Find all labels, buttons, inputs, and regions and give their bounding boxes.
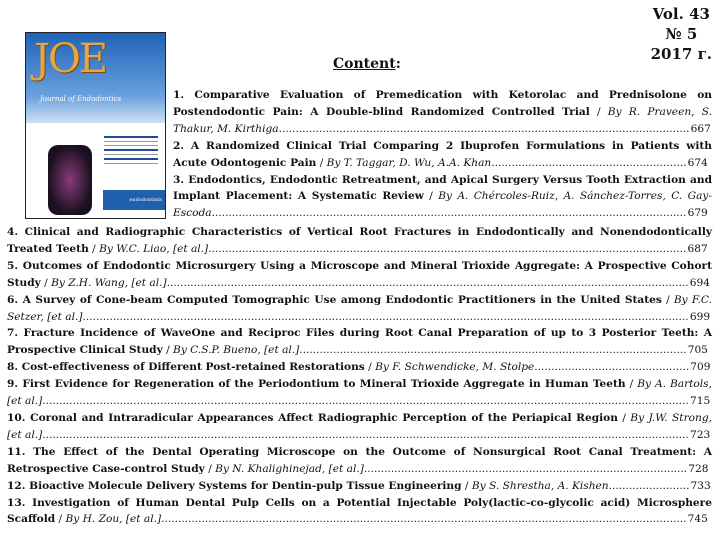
page-number: 699 bbox=[689, 310, 711, 323]
volume-number: Vol. 43 bbox=[652, 5, 710, 23]
article-authors: By Z.H. Wang, [et al.] bbox=[51, 276, 167, 289]
article-title: 12. Bioactive Molecule Delivery Systems for Dentin-pulp Tissue Engineering bbox=[7, 479, 462, 492]
issue-year: 2017 г. bbox=[650, 45, 712, 63]
article-authors: By C.S.P. Bueno, [et al.] bbox=[173, 344, 300, 357]
article-authors: By N. Khalighinejad, [et al.] bbox=[215, 462, 364, 475]
page-number: 694 bbox=[689, 276, 711, 289]
toc-entry[interactable]: 8. Cost-effectiveness of Different Post-retained Restorations / By F. Schwendicke, M. Stolpe..............................................709 bbox=[7, 359, 712, 376]
toc-entry[interactable]: 7. Fracture Incidence of WaveOne and Reciproc Files during Root Canal Preparation of up to 3 Posterior Teeth: A Prospective Clinical Study / By C.S.P. Bueno, [et al.]...................................................................................................................705 bbox=[7, 325, 712, 359]
dot-leader: .............................................. bbox=[534, 361, 690, 374]
toc-entry[interactable]: 6. A Survey of Cone-beam Computed Tomographic Use among Endodontic Practitioners in the United States / By F.C. Setzer, [et al.]....................................................................................................................................................................................699 bbox=[7, 292, 712, 326]
article-authors: By F. Schwendicke, M. Stolpe bbox=[375, 361, 535, 374]
dot-leader: .................................................................................................................................................................................... bbox=[82, 310, 689, 323]
toc-entry[interactable]: 1. Comparative Evaluation of Premedication with Ketorolac and Prednisolone on Postendodontic Pain: A Double-blind Randomized Controlled Trial / By R. Praveen, S. Thakur, M. Kirthiga..........................................................................................................................667 bbox=[173, 87, 712, 138]
dot-leader: ................................................................................................ bbox=[363, 462, 688, 475]
toc-entry[interactable]: 4. Clinical and Radiographic Characteristics of Vertical Root Fractures in Endodontically and Nonendodontically Treated Teeth / By W.C. Liao, [et al.]..............................................................................................................................................687 bbox=[7, 224, 712, 258]
page-number: 745 bbox=[687, 513, 708, 526]
article-authors: By H. Zou, [et al.] bbox=[65, 513, 162, 526]
dot-leader: ................................................................................................................... bbox=[299, 344, 687, 357]
dot-leader: ............................................................................................................................................................ bbox=[161, 513, 687, 526]
article-title: 13. Investigation of Human Dental Pulp Cells on a Potential Injectable Poly(lactic-co-glycolic acid) Microsphere Scaffold bbox=[7, 496, 712, 526]
article-title: 3. Endodontics, Endodontic Retreatment, and Apical Surgery Versus Tooth Extraction and Implant Placement: A Systematic Review bbox=[173, 173, 712, 203]
article-authors: By S. Shrestha, A. Kishen bbox=[471, 479, 609, 492]
article-title: 7. Fracture Incidence of WaveOne and Reciproc Files during Root Canal Preparation of up to 3 Posterior Teeth: A Prospective Clinical Study bbox=[7, 327, 712, 357]
article-authors: By A. Bartols, [et al.] bbox=[7, 378, 712, 408]
cover-subtitle: Journal of Endodontics bbox=[40, 95, 122, 103]
article-title: 8. Cost-effectiveness of Different Post-retained Restorations bbox=[7, 361, 365, 374]
dot-leader: .......................................................... bbox=[491, 156, 687, 169]
page-number: 733 bbox=[690, 479, 711, 492]
article-title: 1. Comparative Evaluation of Premedication with Ketorolac and Prednisolone on Postendodontic Pain: A Double-blind Randomized Controlled Trial bbox=[173, 89, 712, 118]
article-authors: By T. Taggar, D. Wu, A.A. Khan bbox=[326, 156, 492, 169]
cover-photo bbox=[48, 145, 92, 215]
article-title: 5. Outcomes of Endodontic Microsurgery Using a Microscope and Mineral Trioxide Aggregate: A Prospective Cohort Study bbox=[7, 259, 712, 289]
issue-info bbox=[651, 4, 712, 64]
toc-entry[interactable]: 2. A Randomized Clinical Trial Comparing 2 Ibuprofen Formulations in Patients with Acute Odontogenic Pain / By T. Taggar, D. Wu, A.A. Khan..........................................................674 bbox=[173, 138, 712, 172]
toc-entry[interactable]: 5. Outcomes of Endodontic Microsurgery Using a Microscope and Mineral Trioxide Aggregate: A Prospective Cohort Study / By Z.H. Wang, [et al.]...........................................................................................................................................................694 bbox=[7, 258, 712, 292]
article-authors: By J.W. Strong, [et al.] bbox=[7, 411, 712, 441]
toc-entry[interactable]: 10. Coronal and Intraradicular Appearances Affect Radiographic Perception of the Periapical Region / By J.W. Strong, [et al.]................................................................................................................................................................................................723 bbox=[7, 410, 712, 444]
toc-entry[interactable]: 3. Endodontics, Endodontic Retreatment, and Apical Surgery Versus Tooth Extraction and Implant Placement: A Systematic Review / By A. Chércoles-Ruiz, A. Sánchez-Torres, C. Gay-Escoda.............................................................................................................................................679 bbox=[173, 172, 712, 223]
dot-leader: ........................................................................................................................................................... bbox=[166, 276, 689, 289]
toc-list-top bbox=[173, 87, 712, 222]
cover-logo: JOE bbox=[34, 36, 107, 82]
toc-entry[interactable]: 13. Investigation of Human Dental Pulp Cells on a Potential Injectable Poly(lactic-co-glycolic acid) Microsphere Scaffold / By H. Zou, [et al.]............................................................................................................................................................745 bbox=[7, 495, 712, 529]
article-title: 11. The Effect of the Dental Operating Microscope on the Outcome of Nonsurgical Root Canal Treatment: A Retrospective Case-control Study bbox=[7, 445, 712, 475]
article-authors: By R. Praveen, S. Thakur, M. Kirthiga bbox=[173, 105, 712, 135]
page-number: 667 bbox=[690, 122, 711, 135]
article-authors: By F.C. Setzer, [et al.] bbox=[7, 293, 712, 323]
toc-list-bottom bbox=[7, 224, 712, 528]
dot-leader: ........................ bbox=[608, 479, 690, 492]
article-title: 10. Coronal and Intraradicular Appearances Affect Radiographic Perception of the Periapical Region bbox=[7, 411, 618, 424]
article-title: 4. Clinical and Radiographic Characteristics of Vertical Root Fractures in Endodontically and Nonendodontically Treated Teeth bbox=[7, 226, 712, 255]
page-number: 674 bbox=[687, 156, 708, 169]
toc-entry[interactable]: 11. The Effect of the Dental Operating Microscope on the Outcome of Nonsurgical Root Canal Treatment: A Retrospective Case-control Study / By N. Khalighinejad, [et al.]................................................................................................728 bbox=[7, 444, 712, 478]
page-number: 728 bbox=[688, 462, 709, 475]
page-number: 679 bbox=[687, 207, 708, 220]
cover-publisher: endodontists bbox=[103, 190, 165, 210]
page-number: 705 bbox=[687, 344, 708, 357]
page-number: 723 bbox=[690, 428, 711, 441]
journal-cover-image bbox=[25, 32, 166, 219]
article-authors: By W.C. Liao, [et al.] bbox=[99, 242, 209, 255]
toc-entry[interactable]: 12. Bioactive Molecule Delivery Systems for Dentin-pulp Tissue Engineering / By S. Shrestha, A. Kishen........................733 bbox=[7, 478, 712, 495]
page-number: 687 bbox=[687, 242, 708, 255]
dot-leader: ................................................................................................................................................................................................ bbox=[42, 428, 689, 441]
page-number: 709 bbox=[690, 361, 711, 374]
article-title: 2. A Randomized Clinical Trial Comparing 2 Ibuprofen Formulations in Patients with Acute Odontogenic Pain bbox=[173, 139, 712, 169]
dot-leader: ............................................................................................................................................. bbox=[211, 207, 687, 220]
toc-entry[interactable]: 9. First Evidence for Regeneration of the Periodontium to Mineral Trioxide Aggregate in Human Teeth / By A. Bartols, [et al.]................................................................................................................................................................................................715 bbox=[7, 376, 712, 410]
contents-heading: Content: bbox=[333, 56, 401, 72]
article-title: 6. A Survey of Cone-beam Computed Tomographic Use among Endodontic Practitioners in the United States bbox=[7, 293, 662, 306]
dot-leader: ................................................................................................................................................................................................ bbox=[42, 395, 689, 408]
dot-leader: .......................................................................................................................... bbox=[278, 122, 690, 135]
article-authors: By A. Chércoles-Ruiz, A. Sánchez-Torres, C. Gay-Escoda bbox=[173, 190, 712, 220]
page-number: 715 bbox=[690, 395, 711, 408]
issue-number: № 5 bbox=[665, 25, 698, 43]
dot-leader: .............................................................................................................................................. bbox=[208, 242, 687, 255]
article-title: 9. First Evidence for Regeneration of the Periodontium to Mineral Trioxide Aggregate in Human Teeth bbox=[7, 378, 626, 391]
